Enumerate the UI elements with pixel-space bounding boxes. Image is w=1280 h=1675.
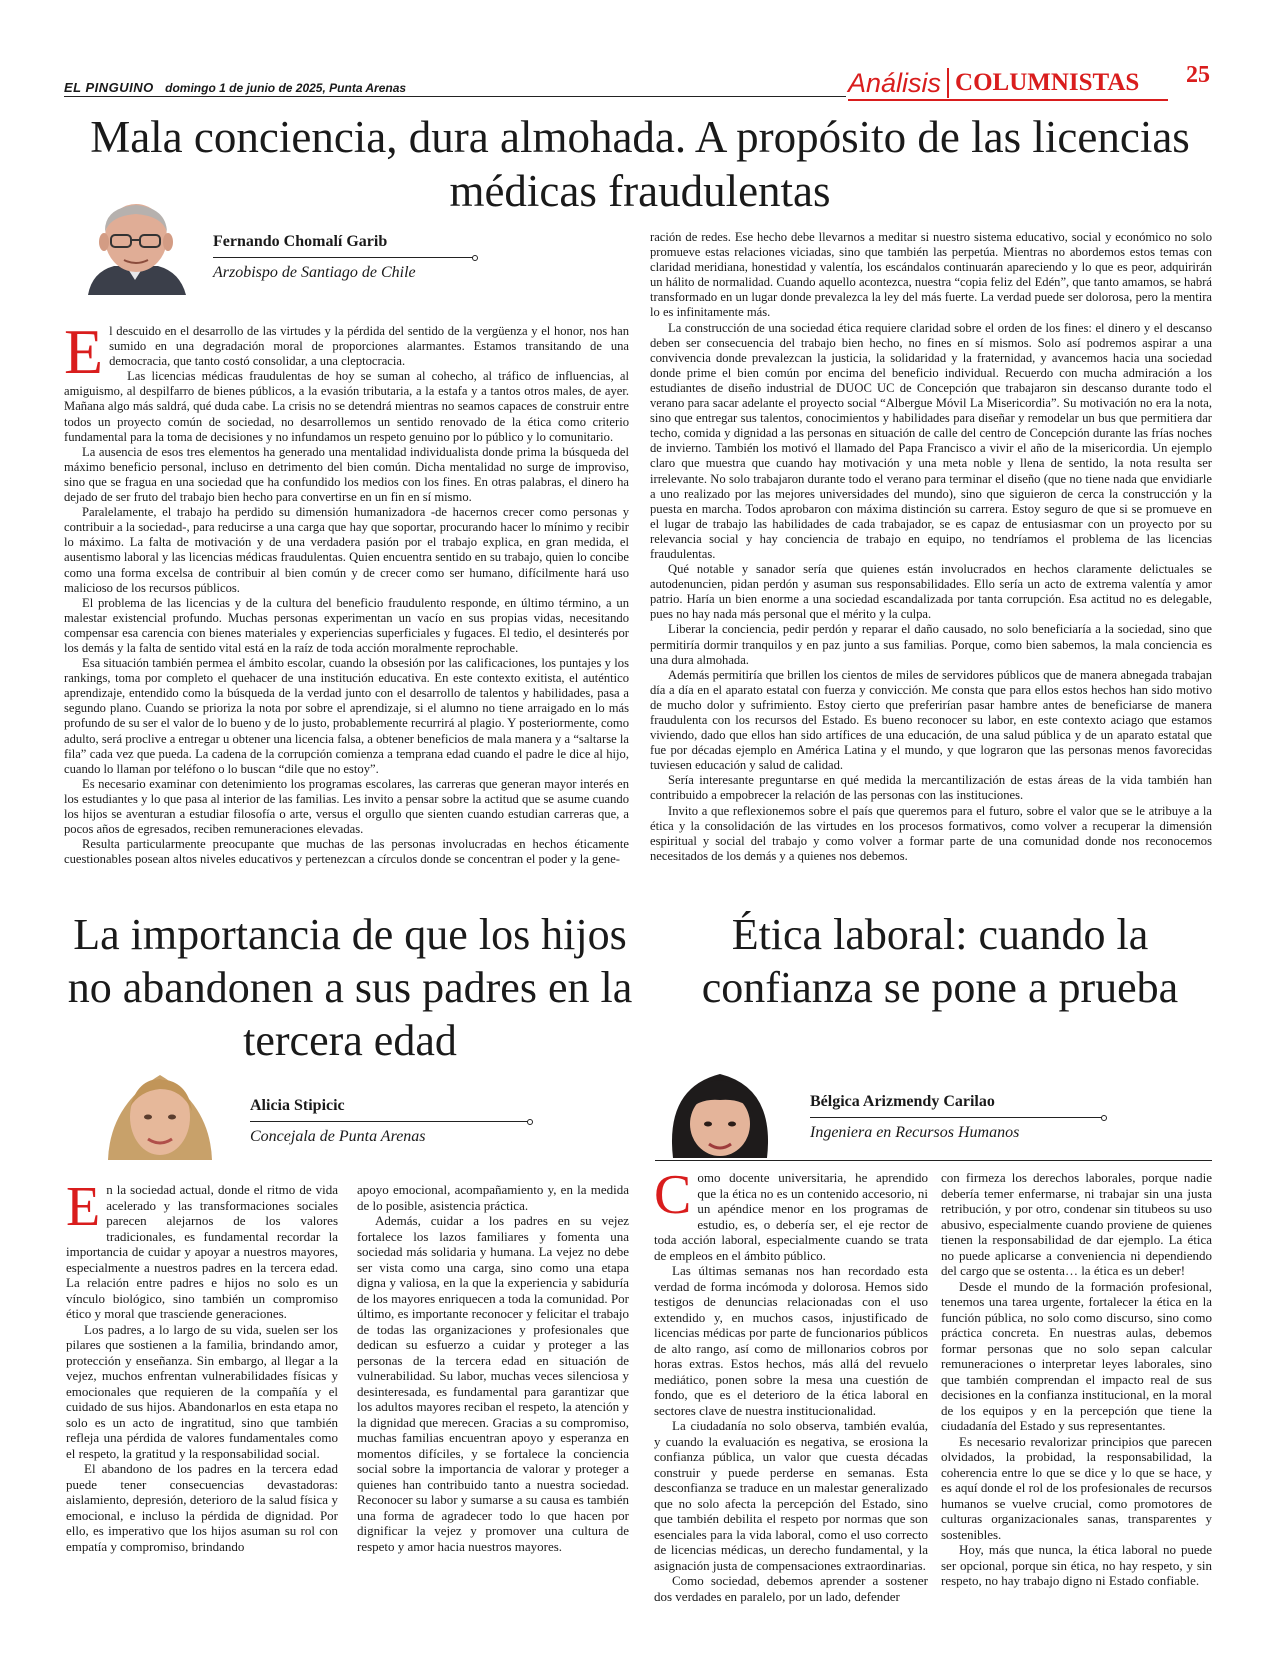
article3-paragraph: Es necesario revalorizar principios que parecen olvidados, la probidad, la responsabilidad, la coherencia entre lo que se dice y lo que se hace, y es aquí donde el rol de los profesionales de recursos humanos se vuelve crucial, como promotores de culturas organizacionales sanas, transparentes y sostenibles. bbox=[941, 1433, 1212, 1542]
article1-paragraph: Qué notable y sanador sería que quienes están involucrados en hechos claramente delictuales se autodenuncien, pidan perdón y asuman sus responsabilidades. Ello sería un acto de extrema valentía y amor patrio. Haría un bien enorme a una sociedad escandalizada por tanta corrupción. Esa actitud no es delegable, pues no hay nada más personal que el mérito y la culpa. bbox=[650, 562, 1212, 622]
article1-paragraph: El problema de las licencias y de la cultura del beneficio fraudulento responde, en último término, a un malestar existencial profundo. Muchas personas experimentan un vacío en sus propias vidas, necesitando compensar esa carencia con bienes materiales y experiencias superficiales y fugaces. El tedio, el desinterés por los demás y la falta de sentido vital está en la raíz de toda acción moralmente reprochable. bbox=[64, 595, 629, 655]
author2-rule bbox=[250, 1121, 528, 1122]
article3-paragraph: omo docente universitaria, he aprendido que la ética no es un contenido accesorio, ni un apéndice menor en los programas de estudio, es, o debería ser, el eje rector de toda acción laboral, especialmente cuando se trata de empleos en el ámbito público. bbox=[654, 1170, 928, 1263]
article1-paragraph: l descuido en el desarrollo de las virtudes y la pérdida del sentido de la vergüenza y el honor, nos han sumido en una degradación moral de proporciones alarmantes. Estamos transitando de una democracia, que tanto costó consolidar, a una cleptocracia. bbox=[109, 324, 629, 369]
author2-role: Concejala de Punta Arenas bbox=[250, 1128, 426, 1145]
article2-paragraph: El abandono de los padres en la tercera edad puede tener consecuencias devastadoras: aislamiento, depresión, deterioro de la salud física y emocional, e incluso la pérdida de dignidad. Por ello, es imperativo que los hijos asuman su rol con empatía y compromiso, brindando bbox=[66, 1461, 338, 1554]
section-rule bbox=[848, 99, 1168, 101]
article1-column-1 bbox=[64, 324, 629, 882]
article3-dropcap: C bbox=[654, 1170, 692, 1226]
section-tag bbox=[848, 66, 1139, 100]
article1-dropcap: E bbox=[64, 324, 104, 387]
article1-paragraph: Liberar la conciencia, pedir perdón y reparar el daño causado, no solo beneficiaría a la sociedad, sino que permitiría dormir tranquilos y en paz junto a sus familias. Porque, como bien sabemos, la mala conciencia es una dura almohada. bbox=[650, 622, 1212, 667]
section-label-analisis: Análisis bbox=[848, 68, 942, 98]
article2-paragraph: apoyo emocional, acompañamiento y, en la medida de lo posible, asistencia práctica. bbox=[357, 1182, 629, 1213]
article1-paragraph: Invito a que reflexionemos sobre el país que queremos para el futuro, sobre el valor que se le atribuye a la ética y la consolidación de las virtudes en los procesos formativos, como volver a recuperar la dimensión espiritual y social del trabajo y como volver a formar parte de una comunidad donde nos reconocemos necesitados de los demás y a quienes nos debemos. bbox=[650, 803, 1212, 863]
article2-column-1 bbox=[66, 1182, 338, 1614]
article1-paragraph: Sería interesante preguntarse en qué medida la mercantilización de estas áreas de la vida también han contribuido a empobrecer la relación de las personas con las instituciones. bbox=[650, 773, 1212, 803]
article2-paragraph: n la sociedad actual, donde el ritmo de vida acelerado y las transformaciones sociales parecen alejarnos de los valores tradicionales, es fundamental recordar la importancia de cuidar y apoyar a nuestros mayores, especialmente a nuestros padres en la tercera edad. La relación entre padres e hijos no solo es un vínculo biológico, sino también un compromiso ético y moral que trasciende generaciones. bbox=[66, 1182, 338, 1321]
author1-role: Arzobispo de Santiago de Chile bbox=[213, 264, 416, 281]
article1-paragraph: Es necesario examinar con detenimiento los programas escolares, las carreras que generan mayor interés en los estudiantes y lo que pasa al interior de las familias. Les invito a pensar sobre la actitud que se asume cuando los hijos se aventuran a estudiar filosofía o arte, versus el orgullo que sienten cuando estudian carreras que, a pocos años de egresados, reciben remuneraciones elevadas. bbox=[64, 776, 629, 837]
author3-name: Bélgica Arizmendy Carilao bbox=[810, 1093, 995, 1110]
article2-paragraph: Además, cuidar a los padres en su vejez fortalece los lazos familiares y fomenta una sociedad más solidaria y humana. La vejez no debe ser vista como una carga, sino como una etapa digna y valiosa, en la que la experiencia y sabiduría de los mayores enriquecen a toda la comunidad. Por último, es importante reconocer y felicitar el trabajo de todas las organizaciones y profesionales que dedican su esfuerzo a cuidar y proteger a las personas de la tercera edad en situación de vulnerabilidad. Su labor, muchas veces silenciosa y desinteresada, es fundamental para garantizar que los adultos mayores reciban el respeto, la atención y la dignidad que merecen. Gracias a su compromiso, muchas familias encuentran apoyo y esperanza en momentos difíciles, y se fortalece la conciencia social sobre la importancia de valorar y proteger a quienes han contribuido tanto a nuestra sociedad. Reconocer su labor y sumarse a su causa es también una forma de agradecer todo lo que hacen por dignificar la vejez y promover una cultura de respeto y amor hacia nuestros mayores. bbox=[357, 1213, 629, 1554]
author2-portrait-icon bbox=[90, 1065, 230, 1160]
section-label-columnistas: COLUMNISTAS bbox=[947, 68, 1139, 98]
article3-divider bbox=[655, 1160, 1212, 1161]
article3-paragraph: Desde el mundo de la formación profesional, tenemos una tarea urgente, fortalecer la ética en la función pública, no solo como discurso, sino como práctica concreta. En nuestras aulas, debemos formar personas que no solo sepan calcular remuneraciones o interpretar leyes laborales, sino que también comprendan el impacto real de sus decisiones en la confianza institucional, en la moral de los equipos y en la percepción que tiene la ciudadanía del Estado y sus representantes. bbox=[941, 1278, 1212, 1433]
author3-portrait-icon bbox=[655, 1068, 785, 1158]
masthead bbox=[64, 80, 406, 95]
article3-title: Ética laboral: cuando la confianza se pone a prueba bbox=[701, 910, 1179, 1012]
newspaper-brand: EL PINGUINO bbox=[64, 80, 154, 95]
masthead-rule bbox=[64, 96, 846, 97]
author2-avatar bbox=[90, 1065, 230, 1160]
article1-column-2 bbox=[650, 230, 1212, 884]
article3-paragraph: Hoy, más que nunca, la ética laboral no puede ser opcional, porque sin ética, no hay respeto, y sin respeto, no hay trabajo digno ni Estado confiable. bbox=[941, 1542, 1212, 1588]
article1-paragraph: Resulta particularmente preocupante que muchas de las personas involucradas en hechos éticamente cuestionables posean altos niveles educativos y pertenezcan a círculos donde se concentran el poder y la gene- bbox=[64, 837, 629, 867]
author1-portrait-icon bbox=[74, 200, 196, 295]
article2-paragraph: Los padres, a lo largo de su vida, suelen ser los pilares que sostienen a la familia, brindando amor, protección y enseñanza. Sin embargo, al llegar a la vejez, muchos enfrentan vulnerabilidades físicas y emocionales que requieren de la compañía y el cuidado de sus hijos. Abandonarlos en esta etapa no solo es un acto de ingratitud, sino que también refleja una pérdida de valores fundamentales como el respeto, la gratitud y la responsabilidad social. bbox=[66, 1321, 338, 1461]
author1-avatar bbox=[74, 200, 196, 295]
author1-name: Fernando Chomalí Garib bbox=[213, 233, 388, 250]
article3-paragraph: La ciudadanía no solo observa, también evalúa, y cuando la evaluación es negativa, se erosiona la confianza pública, un valor que cuesta décadas construir y puede perderse en semanas. Esta desconfianza se traduce en un malestar generalizado que no solo afecta la percepción del Estado, sino que también debilita el respeto por normas que son esenciales para la vida laboral, como el uso correcto de licencias médicas, un derecho fundamental, y la asignación justa de compensaciones extraordinarias. bbox=[654, 1418, 928, 1573]
article2-title: La importancia de que los hijos no abandonen a sus padres en la tercera edad bbox=[67, 910, 633, 1065]
author1-rule bbox=[213, 257, 473, 258]
dateline: domingo 1 de junio de 2025, Punta Arenas bbox=[165, 81, 407, 95]
article1-paragraph: Esa situación también permea el ámbito escolar, cuando la obsesión por las calificaciones, los puntajes y los rankings, toma por completo el quehacer de una institución educativa. En este contexto exitista, el auténtico aprendizaje, entendido como la búsqueda de la verdad junto con el desarrollo de talentos y habilidades, pasa a segundo plano. Cuando se prioriza la nota por sobre el aprendizaje, si el alumno no tiene arraigado en lo más profundo de su ser el valor de lo bueno y de lo justo, probablemente recurrirá al plagio. Y posteriormente, como adulto, será proclive a entregar u obtener una licencia falsa, a obtener beneficios de mala manera y a “saltarse la fila” cada vez que pueda. La cadena de la corrupción comienza a temprana edad cuando el padre le dice al hijo, cuando lo llaman por teléfono o lo buscan “dile que no estoy”. bbox=[64, 656, 629, 776]
author3-avatar bbox=[655, 1068, 785, 1158]
article3-column-1 bbox=[654, 1170, 928, 1615]
article3-paragraph: con firmeza los derechos laborales, porque nadie debería temer enfermarse, ni trabajar sin una justa retribución, y por otro, condenar sin titubeos su uso abusivo, especialmente cuando proviene de quienes tienen la responsabilidad de dar ejemplo. La ética no puede aplicarse a conveniencia ni dependiendo del cargo que se ostenta… la ética es un deber! bbox=[941, 1170, 1212, 1278]
article1-paragraph: ración de redes. Ese hecho debe llevarnos a meditar si nuestro sistema educativo, social y económico no solo promueve estas relaciones viciadas, sino que también las perpetúa. Mientras no abordemos estos temas con claridad meridiana, honestidad y valentía, los escándalos continuarán apareciendo y lo que es peor, adquirirán un hálito de normalidad. Cuando aquello acontezca, nuestra “copia feliz del Edén”, que tanto amamos, se habrá transformado en un lugar donde prevalezca la ley del más fuerte. La verdad puede ser dolorosa, pero la mentira lo es infinitamente más. bbox=[650, 230, 1212, 320]
article3-column-2 bbox=[941, 1170, 1212, 1615]
author3-role: Ingeniera en Recursos Humanos bbox=[810, 1124, 1020, 1141]
article1-paragraph: Las licencias médicas fraudulentas de hoy se suman al cohecho, al tráfico de influencias, al amiguismo, al despilfarro de bienes públicos, a la evasión tributaria, a la estafa y a tantos otros males, de ayer. Mañana algo más saldrá, qué duda cabe. La crisis no se detendrá mientras no seamos capaces de construir entre todos un proyecto común de sociedad, no desarrollemos un sentido renovado de la ética como criterio fundamental para la toma de decisiones y no infundamos un respeto genuino por lo público y lo comunitario. bbox=[64, 369, 629, 444]
article1-paragraph: La construcción de una sociedad ética requiere claridad sobre el orden de los fines: el dinero y el descanso deben ser consecuencia del trabajo bien hecho, no fines en sí mismos. Solo así podremos aspirar a una convivencia donde prevalezcan la justicia, la solidaridad y la fraternidad, y avancemos hacia una sociedad donde prime el bien común por encima del beneficio individual. Recuerdo con mucha admiración a los estudiantes de diseño industrial de DUOC UC de Concepción que trabajaron sin descanso durante todo el verano para sacar adelante el proyecto social “Albergue Móvil La Misericordia”. Su motivación no era la nota, sino que entregar sus talentos, conocimientos y habilidades para diseñar y remodelar un bus que permitiera dar techo, comida y dignidad a las personas en situación de calle del centro de Concepción durante las frías noches de invierno. También los motivó el llamado del Papa Francisco a vivir el año de la misericordia. Un ejemplo claro que muestra que cuando hay motivación y una meta noble y llena de sentido, la nota resulta ser irrelevante. No solo trabajaron durante todo el verano para terminar el diseño (que no tiene nada que envidiarle a uno realizado por las mejores universidades del mundo), sino que siguieron de cerca la construcción y la puesta en marcha. Todos aprobaron con máxima distinción su carrera. Estoy seguro de que si se promueve en el lugar de trabajo las habilidades de cada trabajador, se es capaz de entusiasmar con un proyecto por su relevancia social y hay conciencia de trabajo en equipo, no tendríamos el problema de las licencias fraudulentas. bbox=[650, 320, 1212, 561]
article3-paragraph: Como sociedad, debemos aprender a sostener dos verdades en paralelo, por un lado, defender bbox=[654, 1573, 928, 1604]
author2-name: Alicia Stipicic bbox=[250, 1097, 345, 1114]
article1-paragraph: La ausencia de esos tres elementos ha generado una mentalidad individualista donde prima la búsqueda del máximo beneficio personal, incluso en detrimento del bien común. Dicha mentalidad no surge de improviso, sino que se fragua en una sociedad que ha confundido los medios con los fines. En otras palabras, el dinero ha dejado de ser fruto del trabajo bien hecho para convertirse en un fin en sí mismo. bbox=[64, 444, 629, 505]
article1-title: Mala conciencia, dura almohada. A propósito de las licencias médicas fraudulentas bbox=[90, 112, 1190, 216]
article2-dropcap: E bbox=[66, 1182, 101, 1238]
author3-rule bbox=[810, 1117, 1102, 1118]
article2-column-2 bbox=[357, 1182, 629, 1614]
article1-paragraph: Además permitiría que brillen los cientos de miles de servidores públicos que de manera abnegada trabajan día a día en el aparato estatal con fuerza y convicción. Me consta que para ellos estos hechos han sido motivo de mucho dolor y sufrimiento. Estoy cierto que preferirían pasar hambre antes de beneficiarse de manera fraudulenta con los recursos del Estado. Es bueno reconocer su labor, en este contexto aciago que estamos viviendo, dado que ellos han sido artífices de una educación, de una salud pública y de un aparato estatal que fue por décadas ejemplo en América Latina y el mundo, y que lograron que las personas menos favorecidas tuviesen educación y salud de calidad. bbox=[650, 667, 1212, 773]
article3-paragraph: Las últimas semanas nos han recordado esta verdad de forma incómoda y dolorosa. Hemos sido testigos de denuncias relacionadas con el uso extendido y, en muchos casos, injustificado de licencias médicas por parte de funcionarios públicos de alto rango, así como de millonarios cobros por horas extras. Estos hechos, más allá del revuelo mediático, ponen sobre la mesa una cuestión de fondo, que es el deterioro de la ética laboral en sectores clave de nuestra institucionalidad. bbox=[654, 1263, 928, 1418]
page-number: 25 bbox=[1186, 62, 1210, 88]
article1-paragraph: Paralelamente, el trabajo ha perdido su dimensión humanizadora -de hacernos crecer como personas y contribuir a la sociedad-, para reducirse a una carga que hay que soportar, procurando hacer lo mínimo y recibir lo máximo. La falta de motivación y de una verdadera pasión por el trabajo explica, en gran medida, el ausentismo laboral y las licencias médicas fraudulentas. Quien encuentra sentido en su trabajo, quien lo concibe como una forma excelsa de contribuir al bien común y de crecer como ser humano, difícilmente hará uso malicioso de los recursos públicos. bbox=[64, 505, 629, 595]
